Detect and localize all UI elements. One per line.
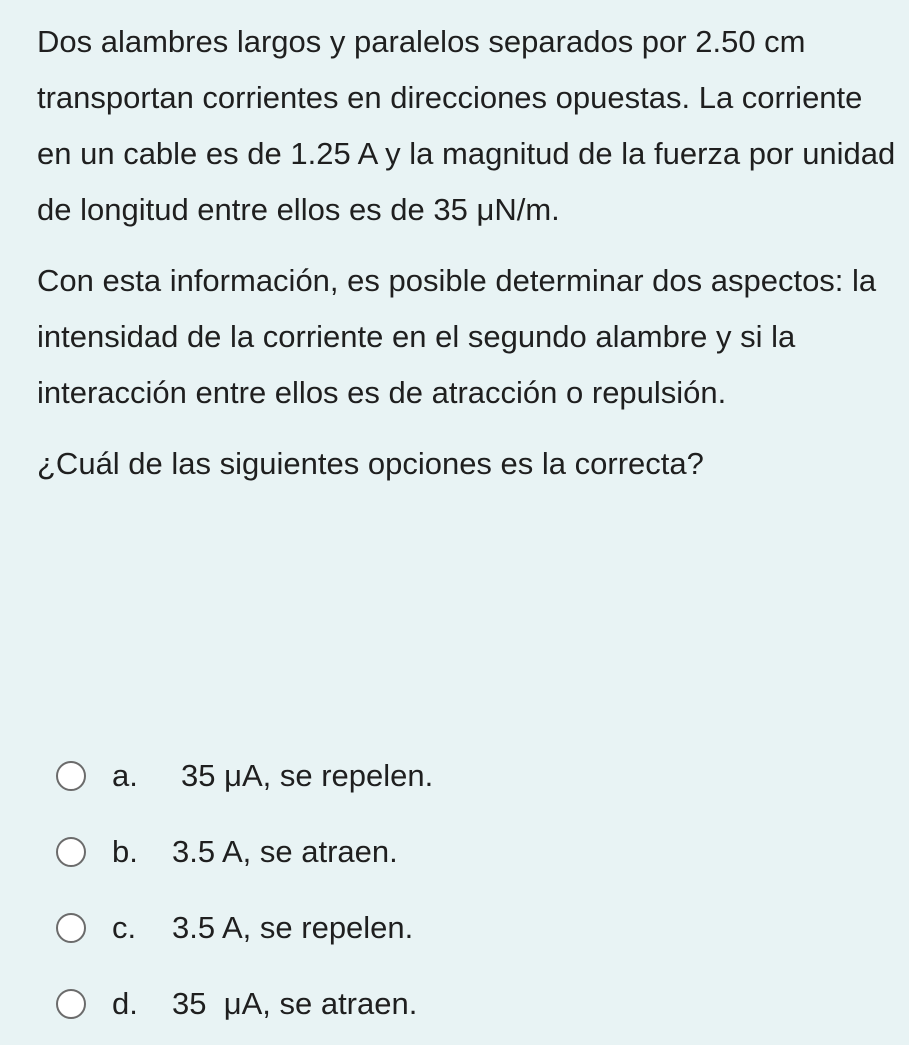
option-a[interactable] — [56, 738, 856, 814]
radio-button-c[interactable] — [56, 913, 86, 943]
question-paragraph-2: Con esta información, es posible determinar dos aspectos: la intensidad de la corriente en el segundo alambre y si la interacción entre ellos es de atracción o repulsión. — [37, 263, 877, 410]
option-d[interactable] — [56, 966, 856, 1042]
option-letter: b. — [112, 834, 138, 869]
question-block — [37, 14, 897, 492]
radio-button-b[interactable] — [56, 837, 86, 867]
option-letter: d. — [112, 986, 138, 1021]
option-text[interactable]: 35 μA, se repelen. — [181, 758, 434, 793]
option-letter: a. — [112, 758, 138, 793]
option-text[interactable]: 35 μA, se atraen. — [172, 986, 418, 1021]
radio-button-a[interactable] — [56, 761, 86, 791]
option-letter: c. — [112, 910, 137, 945]
option-b[interactable] — [56, 814, 856, 890]
question-paragraph-1: Dos alambres largos y paralelos separados por 2.50 cm transportan corrientes en direcciones opuestas. La corriente en un cable es de 1.25 A y la magnitud de la fuerza por unidad de longitud entre ellos es de 35 μN/m. — [37, 24, 896, 227]
question-prompt: ¿Cuál de las siguientes opciones es la correcta? — [37, 446, 704, 481]
option-text[interactable]: 3.5 A, se atraen. — [172, 834, 398, 869]
radio-button-d[interactable] — [56, 989, 86, 1019]
option-c[interactable] — [56, 890, 856, 966]
option-text[interactable]: 3.5 A, se repelen. — [172, 910, 414, 945]
answer-options — [56, 738, 856, 1042]
